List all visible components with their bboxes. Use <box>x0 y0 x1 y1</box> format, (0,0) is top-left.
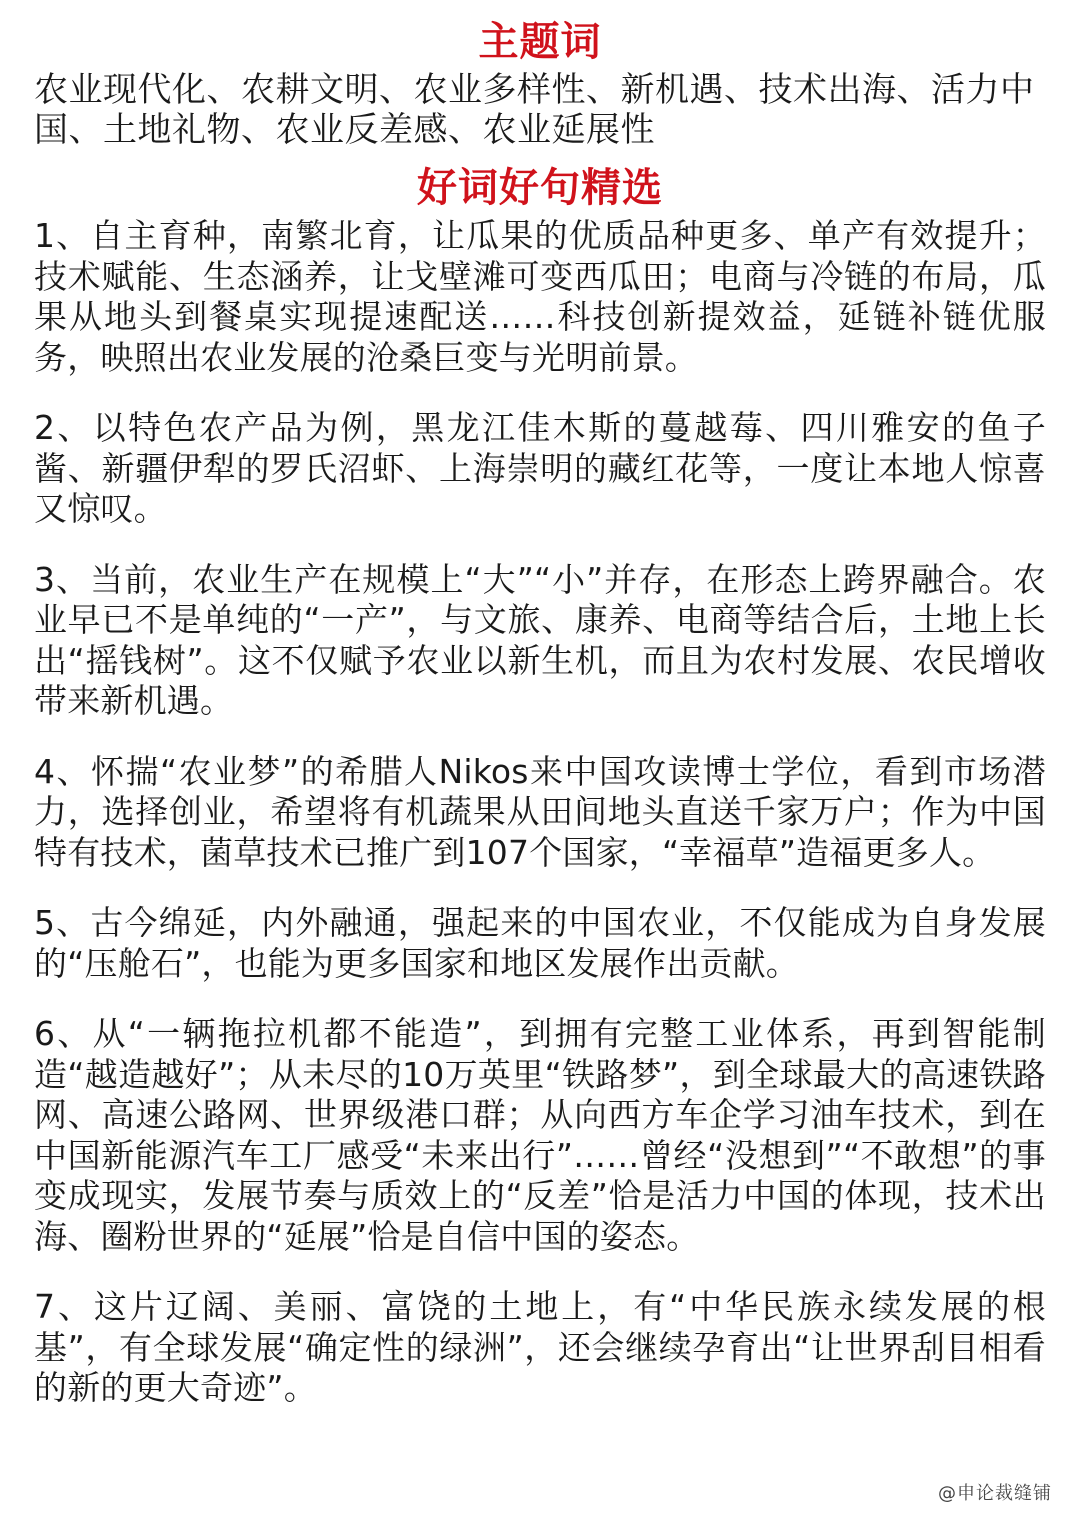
keywords-list: 农业现代化、农耕文明、农业多样性、新机遇、技术出海、活力中国、土地礼物、农业反差感、农业延展性 <box>34 70 1035 150</box>
sentence-item-3: 3、当前，农业生产在规模上“大”“小”并存，在形态上跨界融合。农业早已不是单纯的“一产”，与文旅、康养、电商等结合后，土地上长出“摇钱树”。这不仅赋予农业以新生机，而且为农村发展、农民增收带来新机遇。 <box>34 559 1046 720</box>
keywords-heading: 主题词 <box>478 19 602 65</box>
sentence-item-6: 6、从“一辆拖拉机都不能造”，到拥有完整工业体系，再到智能制造“越造越好”；从未尽的10万英里“铁路梦”，到全球最大的高速铁路网、高速公路网、世界级港口群；从向西方车企学习油车技术，到在中国新能源汽车工厂感受“未来出行”……曾经“没想到”“不敢想”的事变成现实，发展节奏与质效上的“反差”恰是活力中国的体现，技术出海、圈粉世界的“延展”恰是自信中国的姿态。 <box>34 1014 1046 1256</box>
sentence-item-7: 7、这片辽阔、美丽、富饶的土地上，有“中华民族永续发展的根基”，有全球发展“确定性的绿洲”，还会继续孕育出“让世界刮目相看的新的更大奇迹”。 <box>34 1287 1046 1407</box>
sentence-item-5: 5、古今绵延，内外融通，强起来的中国农业，不仅能成为自身发展的“压舱石”，也能为更多国家和地区发展作出贡献。 <box>34 903 1046 983</box>
sentence-item-2: 2、以特色农产品为例，黑龙江佳木斯的蔓越莓、四川雅安的鱼子酱、新疆伊犁的罗氏沼虾、上海崇明的藏红花等，一度让本地人惊喜又惊叹。 <box>34 408 1046 528</box>
sentences-heading: 好词好句精选 <box>417 165 663 211</box>
sentence-item-1: 1、自主育种，南繁北育，让瓜果的优质品种更多、单产有效提升；技术赋能、生态涵养，让戈壁滩可变西瓜田；电商与冷链的布局，瓜果从地头到餐桌实现提速配送……科技创新提效益，延链补链优服务，映照出农业发展的沧桑巨变与光明前景。 <box>34 216 1046 377</box>
sentence-item-4: 4、怀揣“农业梦”的希腊人Nikos来中国攻读博士学位，看到市场潜力，选择创业，希望将有机蔬果从田间地头直送千家万户；作为中国特有技术，菌草技术已推广到107个国家，“幸福草”造福更多人。 <box>34 751 1046 872</box>
watermark: @申论裁缝铺 <box>938 1483 1052 1504</box>
